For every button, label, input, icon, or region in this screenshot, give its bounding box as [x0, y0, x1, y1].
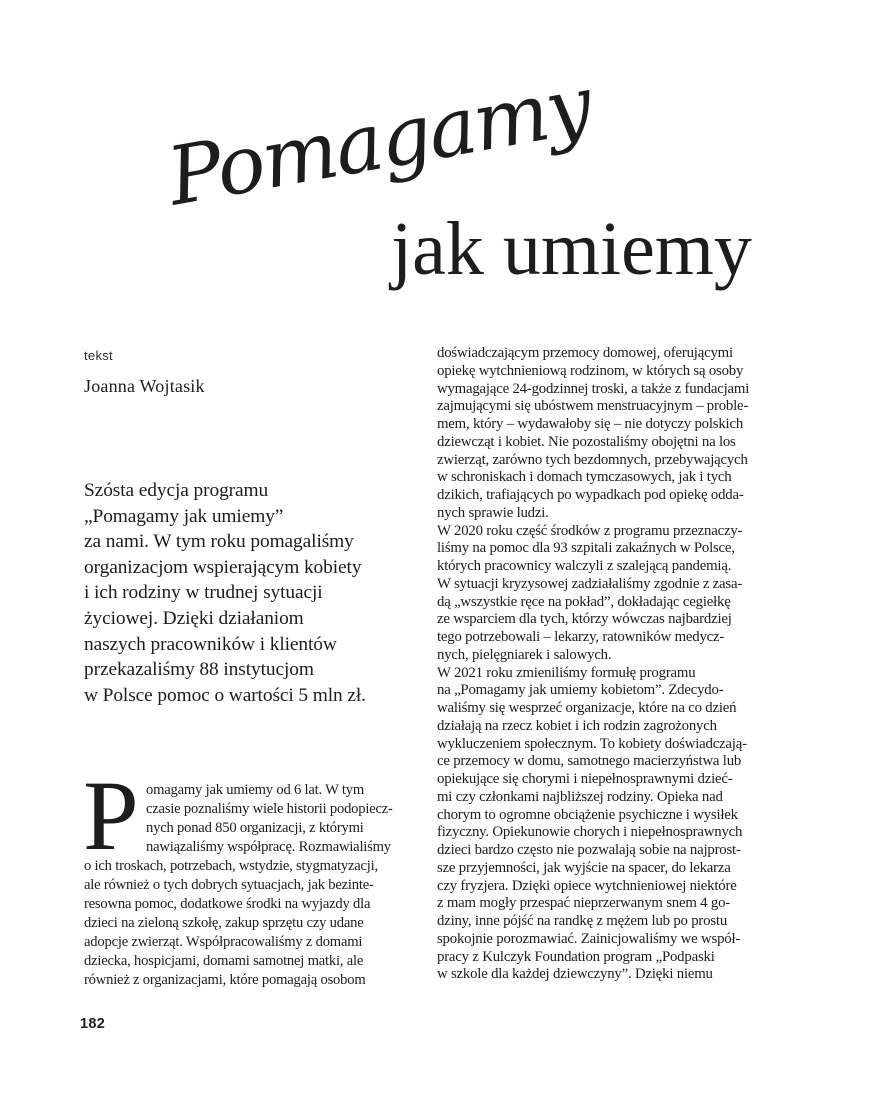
article-title-script: Pomagamy — [161, 57, 597, 224]
text-line: W 2021 roku zmieniliśmy formułę programu — [437, 664, 696, 681]
text-line: w schroniskach i domach tymczasowych, jak i tych — [437, 469, 732, 486]
text-line: liśmy na pomoc dla 93 szpitali zakaźnych w Polsce, — [437, 540, 735, 557]
text-line: ze wsparciem dla tych, którzy wówczas najbardziej — [437, 611, 732, 628]
text-line: o ich troskach, potrzebach, wstydzie, stygmatyzacji, — [84, 858, 378, 875]
text-line: pracy z Kulczyk Foundation program „Podpaski — [437, 948, 715, 965]
text-line: omagamy jak umiemy od 6 lat. W tym — [146, 782, 365, 798]
body-column-left — [84, 781, 424, 991]
text-line: dziecka, hospicjami, domami samotnej matki, ale — [84, 953, 364, 970]
text-line: tego potrzebowali – lekarzy, ratowników medycz- — [437, 629, 725, 645]
text-line: mi czy członkami najbliższej rodziny. Opieka nad — [437, 788, 723, 805]
text-line: opiekujące się chorymi i niepełnosprawnymi dzieć- — [437, 771, 733, 787]
text-line: adopcje zwierząt. Współpracowaliśmy z domami — [84, 934, 363, 951]
lead-paragraph — [84, 478, 424, 708]
text-line: dzieci na zieloną szkołę, zakup sprzętu czy udane — [84, 915, 364, 932]
text-line: „Pomagamy jak umiemy” — [84, 505, 284, 527]
text-line: życiowej. Dzięki działaniom — [84, 607, 304, 629]
text-line: wymagające 24-godzinnej troski, a także z fundacjami — [437, 380, 750, 397]
text-line: opiekę wytchnieniową rodzinom, w których są osoby — [437, 362, 744, 379]
text-line: dziewcząt i kobiet. Nie pozostaliśmy obojętni na los — [437, 433, 736, 450]
text-line: chorym to ogromne obciążenie psychiczne i wysiłek — [437, 806, 738, 823]
text-line: przekazaliśmy 88 instytucjom — [84, 659, 314, 681]
text-line: zwierząt, zarówno tych bezdomnych, przebywających — [437, 451, 748, 468]
text-line: mem, który – wydawałoby się – nie dotyczy polskich — [437, 416, 744, 432]
text-line: dzieci bardzo często nie pozwalają sobie na najprost- — [437, 842, 741, 858]
text-line: i ich rodziny w trudnej sytuacji — [84, 582, 323, 604]
text-line: resowna pomoc, dodatkowe środki na wyjazdy dla — [84, 896, 371, 913]
text-line: w szkole dla każdej dziewczyny”. Dzięki niemu — [437, 966, 713, 983]
text-line: fizyczny. Opiekunowie chorych i niepełnosprawnych — [437, 824, 743, 841]
text-line: nych ponad 850 organizacji, z którymi — [146, 820, 364, 837]
text-line: nawiązaliśmy współpracę. Rozmawialiśmy — [146, 839, 391, 856]
text-line: waliśmy się wesprzeć organizacje, które na co dzień — [437, 700, 737, 716]
text-line: wykluczeniem społecznym. To kobiety doświadczają- — [437, 735, 747, 752]
text-line: za nami. W tym roku pomagaliśmy — [84, 531, 354, 553]
drop-cap: P — [83, 760, 139, 871]
article-title-serif: jak umiemy — [391, 207, 752, 291]
body-column-right — [437, 345, 793, 984]
text-line: Szósta edycja programu — [84, 480, 269, 501]
text-line: W 2020 roku część środków z programu przeznaczy- — [437, 522, 743, 539]
text-line: dzikich, trafiających po wypadkach pod opiekę odda- — [437, 487, 744, 503]
text-line: nych, pielęgniarek i salowych. — [437, 646, 612, 663]
text-line: sze przyjemności, jak wyjście na spacer, do lekarza — [437, 859, 731, 876]
text-line: czasie poznaliśmy wiele historii podopiecz- — [146, 801, 393, 818]
text-line: z mam mogły przespać nieprzerwanym snem 4 go- — [437, 895, 730, 912]
text-line: działają na rzecz kobiet i ich rodzin zagrożonych — [437, 717, 717, 734]
text-line: również z organizacjami, które pomagają osobom — [84, 972, 366, 989]
text-line: zajmującymi się ubóstwem menstruacyjnym – proble- — [437, 398, 749, 415]
text-line: dziny, inne pójść na randkę z mężem lub po prostu — [437, 913, 728, 929]
text-line: organizacjom wspierającym kobiety — [84, 556, 362, 578]
text-line: dą „wszystkie ręce na pokład”, dokładając cegiełkę — [437, 593, 731, 610]
text-line: doświadczającym przemocy domowej, oferującymi — [437, 345, 733, 361]
text-line: których pracownicy walczyli z szalejącą pandemią. — [437, 558, 732, 574]
page-number: 182 — [80, 1016, 106, 1032]
text-line: ale również o tych dobrych sytuacjach, jak bezinte- — [84, 877, 374, 894]
text-line: naszych pracowników i klientów — [84, 633, 337, 655]
text-line: ce przemocy w domu, samotnego macierzyństwa lub — [437, 753, 742, 770]
text-line: na „Pomagamy jak umiemy kobietom”. Zdecydo- — [437, 682, 724, 699]
byline-label: tekst — [84, 348, 113, 363]
text-line: nych sprawie ludzi. — [437, 504, 549, 521]
text-line: spokojnie porozmawiać. Zainicjowaliśmy we współ- — [437, 930, 741, 947]
text-line: w Polsce pomoc o wartości 5 mln zł. — [84, 684, 366, 706]
text-line: W sytuacji kryzysowej zadziałaliśmy zgodnie z zasa- — [437, 575, 743, 592]
text-line: czy fryzjera. Dzięki opiece wytchnieniowej niektóre — [437, 877, 737, 894]
author-name: Joanna Wojtasik — [84, 376, 205, 396]
